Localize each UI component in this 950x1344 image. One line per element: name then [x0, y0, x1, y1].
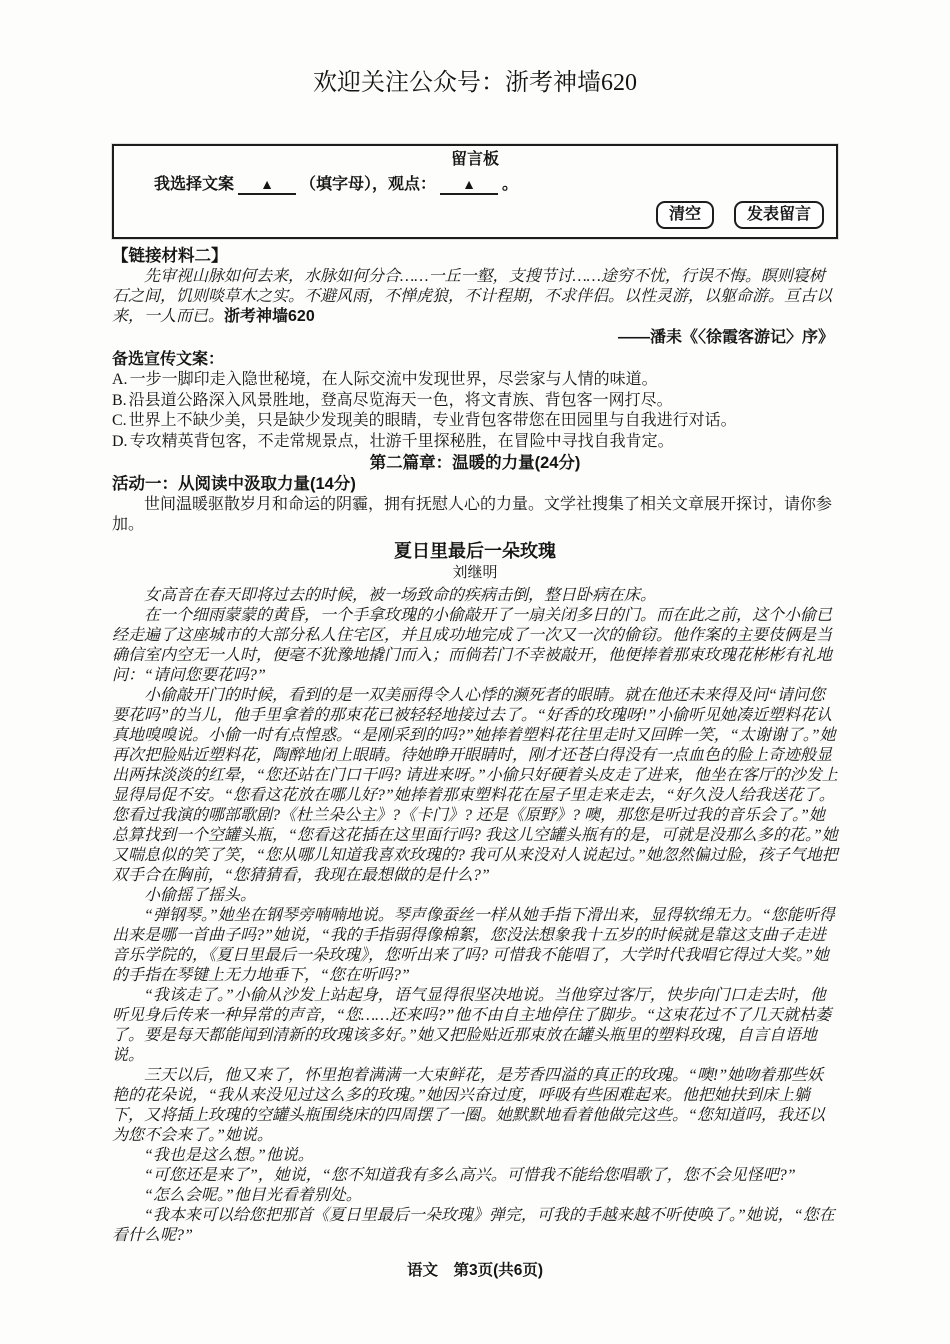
material2-heading: 【链接材料二】 [112, 247, 228, 265]
slogan-list-label: 备选宣传文案： [112, 351, 225, 368]
activity-title: 活动一：从阅读中汲取力量(14分) [112, 475, 356, 493]
passage-paragraph-4: 小偷摇了摇头。 [144, 887, 257, 904]
message-board-buttons [126, 201, 824, 229]
fill-line-mid: （填字母），观点： [300, 176, 437, 193]
activity-intro: 世间温暖驱散岁月和命运的阴霾，拥有抚慰人心的力量。文学社搜集了相关文章展开探讨，请你参加。 [112, 496, 833, 533]
material2-quote [112, 267, 838, 327]
option-c-label: C. [112, 412, 127, 429]
option-a-text: 一步一脚印走入隐世秘境，在人际交流中发现世界，尽尝家与人情的味道。 [129, 371, 658, 388]
page-footer: 语文 第3页(共6页) [406, 1262, 544, 1279]
passage-paragraph-10: “怎么会呢。”他目光看着别处。 [144, 1187, 362, 1204]
passage-paragraph-5: “弹钢琴。”她坐在钢琴旁喃喃地说。琴声像蚕丝一样从她手指下滑出来，显得软绵无力。“您能听得出来是哪一首曲子吗?”她说，“我的手指弱得像棉絮，您没法想象我十五岁的时候就是靠这支曲子走进音乐学院的，《夏日里最后一朵玫瑰》，您听出来了吗? 可惜我不能唱了，大学时代我唱它得过大奖。”她的手指在琴键上无力地垂下，“您在听吗?” [112, 907, 835, 984]
option-b-text: 沿县道公路深入风景胜地，登高尽览海天一色，将文青族、背包客一网打尽。 [128, 391, 673, 409]
passage-paragraph-1: 女高音在春天即将过去的时候，被一场致命的疾病击倒，整日卧病在床。 [144, 587, 657, 604]
passage-paragraph-6: “我该走了。”小偷从沙发上站起身，语气显得很坚决地说。当他穿过客厅，快步向门口走去时，他听见身后传来一种异常的声音，“您……还来吗?”他不由自主地停住了脚步。“这束花过不了几天就枯萎了。要是每天都能闻到清新的玫瑰该多好。”她又把脸贴近那束放在罐头瓶里的塑料玫瑰，自言自语地说。 [112, 987, 832, 1064]
quote-attribution: ——潘耒《〈徐霞客游记〉序》 [617, 329, 834, 346]
passage-paragraph-11: “我本来可以给您把那首《夏日里最后一朵玫瑰》弹完，可我的手越来越不听使唤了。”她说，“您在看什么呢?” [112, 1207, 835, 1244]
clear-button[interactable]: 清空 [656, 201, 714, 229]
answer-blank-opinion[interactable]: ▲ [440, 176, 498, 195]
fill-line-suffix: 。 [502, 176, 519, 193]
option-d-label: D. [112, 432, 128, 450]
page-header-note: 欢迎关注公众号：浙考神墙620 [313, 70, 637, 96]
watermark-text: 浙考神墙620 [224, 308, 315, 325]
option-a-label: A. [112, 371, 128, 388]
passage-paragraph-3: 小偷敲开门的时候，看到的是一双美丽得令人心悸的濒死者的眼睛。就在他还未来得及问“请问您要花吗”的当儿，他手里拿着的那束花已被轻轻地接过去了。“好香的玫瑰呀!”小偷听见她凑近塑料花认真地嗅嗅说。小偷一时有点惶惑。“是刚采到的吗?”她捧着塑料花往里走时又回眸一笑，“太谢谢了。”她再次把脸贴近塑料花，陶醉地闭上眼睛。待她睁开眼睛时，刚才还苍白得没有一点血色的脸上奇迹般显出两抹淡淡的红晕，“您还站在门口干吗? 请进来呀。”小偷只好硬着头皮走了进来，他坐在客厅的沙发上显得局促不安。“您看这花放在哪儿好?”她捧着那束塑料花在屋子里走来走去，“好久没人给我送花了。您看过我演的哪部歌剧?《杜兰朵公主》?《卡门》? 还是《原野》? 噢，那您是听过我的音乐会了。”她总算找到一个空罐头瓶，“您看这花插在这里面行吗? 我这儿空罐头瓶有的是，可就是没那么多的花。”她又喘息似的笑了笑，“您从哪儿知道我喜欢玫瑰的? 我可从来没对人说起过。”她忽然偏过脸，孩子气地把双手合在胸前，“您猜猜看，我现在最想做的是什么?” [112, 687, 838, 884]
post-message-button[interactable]: 发表留言 [734, 201, 824, 229]
quote-text: 先审视山脉如何去来，水脉如何分合……一丘一壑，支搜节讨……途穷不忧，行误不悔。瞑则寝树石之间，饥则啖草木之实。不避风雨，不惮虎狼，不计程期，不求伴侣。以性灵游，以躯命游。亘古以来，一人而已。 [112, 268, 833, 325]
message-board-fill-line [126, 173, 824, 197]
fill-line-prefix: 我选择文案 [154, 176, 235, 193]
slogan-option-b [112, 391, 838, 412]
passage-paragraph-8: “我也是这么想。”他说。 [144, 1147, 314, 1164]
passage-paragraph-9: “可您还是来了”，她说，“您不知道我有多么高兴。可惜我不能给您唱歌了，您不会见怪吧?” [144, 1167, 796, 1184]
chapter-title: 第二篇章：温暖的力量(24分) [369, 454, 581, 472]
article-title: 夏日里最后一朵玫瑰 [394, 541, 556, 561]
message-board-title: 留言板 [450, 151, 499, 168]
passage-paragraph-2: 在一个细雨蒙蒙的黄昏，一个手拿玫瑰的小偷敲开了一扇关闭多日的门。而在此之前，这个小偷已经走遍了这座城市的大部分私人住宅区，并且成功地完成了一次又一次的偷窃。他作案的主要伎俩是当确信室内空无一人时，便毫不犹豫地撬门而入；而倘若门不幸被敲开，他便捧着那束玫瑰花彬彬有礼地问：“请问您要花吗?” [112, 607, 833, 684]
message-board-box [112, 144, 838, 239]
option-b-label: B. [112, 391, 127, 409]
article-author: 刘继明 [452, 565, 498, 581]
slogan-option-d [112, 432, 838, 453]
option-d-text: 专攻精英背包客，不走常规景点，壮游千里探秘胜，在冒险中寻找自我肯定。 [129, 432, 674, 450]
slogan-option-c [112, 411, 838, 432]
article-passage [112, 586, 838, 1246]
slogan-option-a [112, 370, 838, 391]
option-c-text: 世界上不缺少美，只是缺少发现美的眼睛，专业背包客带您在田园里与自我进行对话。 [128, 412, 737, 429]
answer-blank-letter[interactable]: ▲ [238, 176, 296, 195]
exam-page [112, 0, 838, 1281]
passage-paragraph-7: 三天以后，他又来了，怀里抱着满满一大束鲜花，是芳香四溢的真正的玫瑰。“噢!”她吻着那些妖艳的花朵说，“我从来没见过这么多的玫瑰。”她因兴奋过度，呼吸有些困难起来。他把她扶到床上躺下，又将插上玫瑰的空罐头瓶围绕床的四周摆了一圈。她默默地看着他做完这些。“您知道吗，我还以为您不会来了。”她说。 [112, 1067, 825, 1144]
